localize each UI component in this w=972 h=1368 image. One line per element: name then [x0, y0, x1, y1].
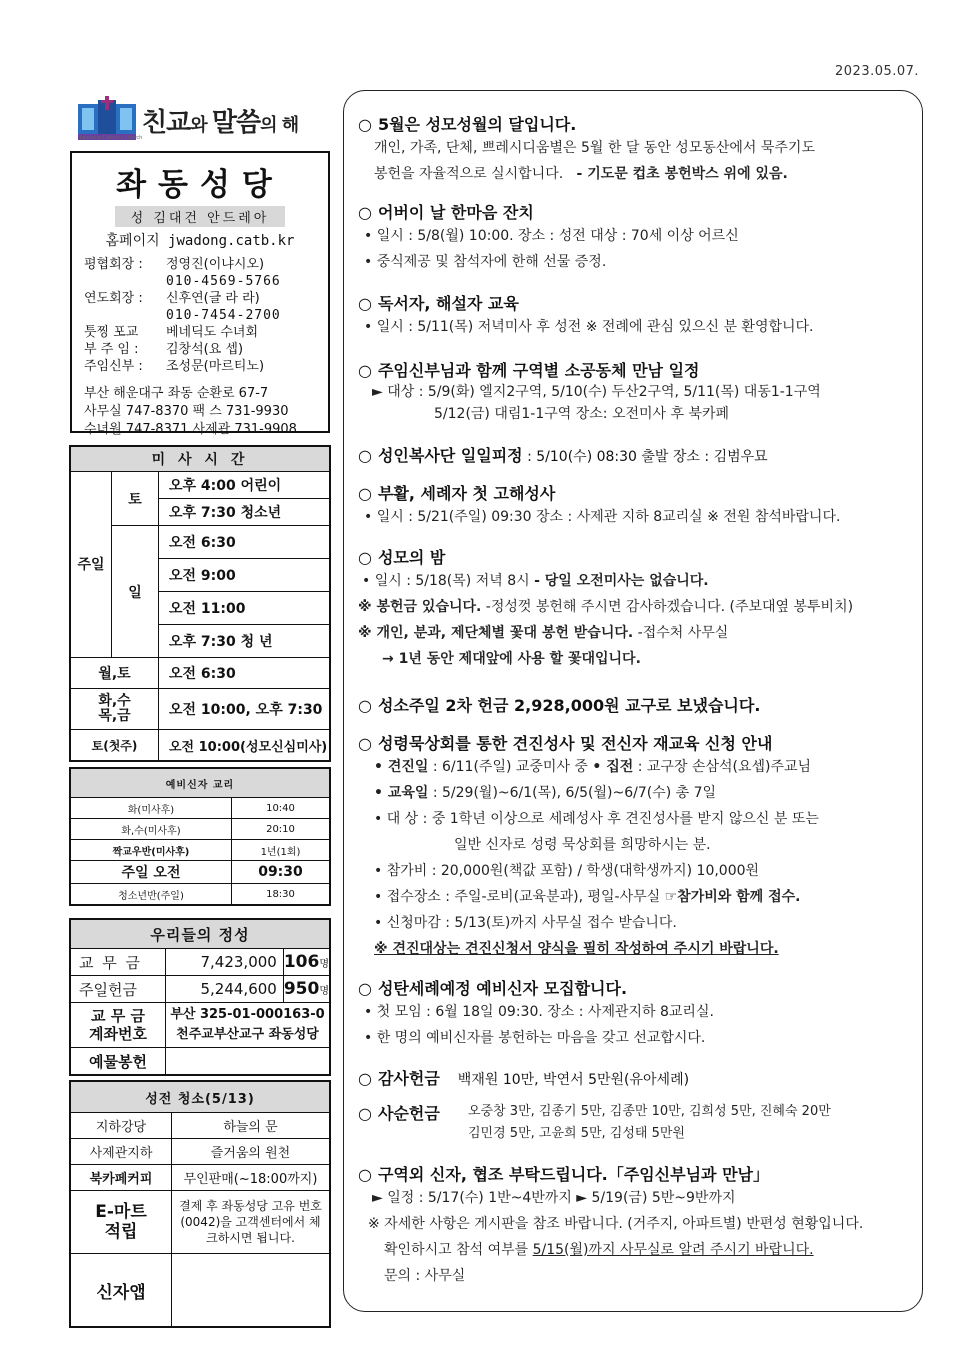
officer-row: 툿찡 포교 베네딕도 수녀회: [84, 325, 259, 340]
notice-parents-day: ○ 어버이 날 한마음 잔치 • 일시 : 5/8(월) 10:00. 장소 : 성전 대상 : 70세 이상 어르신 • 중식제공 및 참석자에 한해 선물 증정.: [358, 203, 739, 270]
cleaning-title: 성전 청소(5/13): [70, 1081, 330, 1113]
offering-amount: 7,423,000: [166, 949, 284, 976]
app-label: 신자앱: [70, 1254, 172, 1328]
offering-table: [69, 918, 331, 1076]
offering-count: 106명: [283, 949, 330, 976]
account-info: [166, 1003, 331, 1048]
notice-lent-offering: ○ 사순헌금 오중창 3만, 김종기 5만, 김종만 10만, 김희성 5만, 진혜숙 20만 김민경 5만, 고윤희 5만, 김성태 5만원: [358, 1104, 831, 1141]
class-name: 화,수(미사후): [70, 819, 232, 840]
convent-phone: 수녀원 747-8371 사제관 731-9908: [84, 422, 297, 437]
logo-subtitle: Jwadong Catholic Church: [80, 135, 143, 141]
weekday-time: 오전 10:00(성모신심미사): [159, 730, 331, 762]
sunday-day-label: 일: [112, 526, 159, 658]
notice-lector-training: ○ 독서자, 해설자 교육 • 일시 : 5/11(목) 저녁미사 후 성전 ※ 전례에 관심 있으신 분 환영합니다.: [358, 294, 814, 335]
weekday-label: 화,수 목,금: [70, 689, 159, 730]
offering-count: 950명: [283, 976, 330, 1003]
notice-may-month: ○ 5월은 성모성월의 달입니다. 개인, 가족, 단체, 쁘레시디움별은 5월 한 달 동안 성모동산에서 묵주기도 봉헌을 자율적으로 실시합니다. - 기도문 컵초 봉헌박스 위에 있음.: [358, 115, 815, 182]
weekday-label: 월,토: [70, 658, 159, 689]
emart-label: E-마트 적립: [70, 1191, 172, 1254]
area-name: 북카페커피: [70, 1165, 172, 1191]
area-team: 즐거움의 원천: [172, 1139, 331, 1165]
weekday-time: 오전 10:00, 오후 7:30: [159, 689, 331, 730]
church-name: 좌동성당: [116, 167, 284, 203]
sunday-label: 주일: [70, 472, 112, 658]
saturday-label: 토: [112, 472, 159, 526]
notice-community-meeting: ○ 주임신부님과 함께 구역별 소공동체 만남 일정 ► 대상 : 5/9(화) 엘지2구역, 5/10(수) 두산2구역, 5/11(목) 대동1-1구역 5/12(금) 대림1-1구역 장소: 오전미사 후 북카페: [358, 361, 821, 422]
officer-row: 부 주 임 : 김창석(요 셉): [84, 342, 244, 357]
class-time: 10:40: [232, 798, 331, 819]
notice-thanks-offering: ○ 감사헌금 백재원 10만, 박연서 5만원(유아세례): [358, 1069, 690, 1088]
mass-time: 오전 11:00: [159, 592, 331, 625]
church-info-box: [70, 151, 330, 437]
office-phone: 사무실 747-8370 팩 스 731-9930: [84, 404, 289, 419]
church-address: 부산 해운대구 좌동 순환로 67-7: [84, 386, 269, 401]
class-name: 주일 오전: [70, 861, 232, 884]
catechumen-table: [69, 767, 331, 906]
class-time: 1년(1회): [232, 840, 331, 861]
class-name: 청소년반(주일): [70, 884, 232, 906]
notice-out-of-district: ○ 구역외 신자, 협조 부탁드립니다.「주임신부님과 만남」 ► 일정 : 5/17(수) 1반~4반까지 ► 5/19(금) 5반~9반까지 ※ 자세한 사항은 게시판을 참조 바랍니다. (거주지, 아파트별) 반편성 현황입니다. 확인하시고 참석 여부를 5/15(월)까지 사무실로 알려 주시기 바랍니다. 문의 : 사무실: [358, 1165, 864, 1284]
bulletin-date: 2023.05.07.: [835, 64, 920, 79]
area-team: 하늘의 문: [172, 1113, 331, 1139]
weekday-label: 토(첫주): [70, 730, 159, 762]
account-holder: 천주교부산교구 좌동성당: [176, 1027, 319, 1042]
notice-christmas-baptism: ○ 성탄세례예정 예비신자 모집합니다. • 첫 모임 : 6월 18일 09:30. 장소 : 사제관지하 8교리실. • 한 명의 예비신자를 봉헌하는 마음을 갖고 선교합시다.: [358, 979, 714, 1046]
mass-schedule-title: 미 사 시 간: [70, 446, 330, 472]
gift-label: 예물봉헌: [70, 1048, 166, 1076]
class-name: 짝교우반(미사후): [70, 840, 232, 861]
weekday-time: 오전 6:30: [159, 658, 331, 689]
area-team: 무인판매(~18:00까지): [172, 1165, 331, 1191]
year-theme-title: 친교와 말씀의 해: [142, 108, 299, 138]
notice-first-confession: ○ 부활, 세례자 첫 고해성사 • 일시 : 5/21(주일) 09:30 장소 : 사제관 지하 8교리실 ※ 전원 참석바랍니다.: [358, 484, 841, 525]
class-time: 20:10: [232, 819, 331, 840]
mass-time: 오후 7:30 청 년: [159, 625, 331, 658]
offering-label: 주일헌금: [70, 976, 166, 1003]
mass-time: 오전 6:30: [159, 526, 331, 559]
officers-list: [84, 256, 328, 375]
offering-label: 교 무 금: [70, 949, 166, 976]
church-logo-icon: [78, 96, 136, 140]
offering-amount: 5,244,600: [166, 976, 284, 1003]
area-name: 사제관지하: [70, 1139, 172, 1165]
area-name: 지하강당: [70, 1113, 172, 1139]
offering-title: 우리들의 정성: [70, 919, 330, 949]
mass-time: 오후 7:30 청소년: [159, 499, 331, 526]
class-time: 09:30: [232, 861, 331, 884]
officer-row: 연도회장 : 신후연(글 라 라): [84, 291, 260, 306]
catechumen-title: 예비신자 교리: [70, 768, 330, 798]
class-name: 화(미사후): [70, 798, 232, 819]
church-contacts: [84, 385, 328, 439]
bulletin-logo: [78, 96, 328, 144]
emart-text: 결제 후 좌동성당 고유 번호(0042)을 고객센터에서 체크하시면 됩니다.: [172, 1191, 331, 1254]
notice-vocation-sunday: ○ 성소주일 2차 헌금 2,928,000원 교구로 보냈습니다.: [358, 696, 761, 715]
officer-row: 010-4569-5766: [166, 274, 281, 289]
notice-altar-servers: ○ 성인복사단 일일피정 : 5/10(수) 08:30 출발 장소 : 김범우묘: [358, 446, 768, 465]
mass-schedule-table: [69, 445, 331, 762]
mass-time: 오전 9:00: [159, 559, 331, 592]
class-time: 18:30: [232, 884, 331, 906]
account-label: 교 무 금 계좌번호: [70, 1003, 166, 1048]
notice-confirmation: ○ 성령묵상회를 통한 견진성사 및 전신자 재교육 신청 안내 • 견진일 : 6/11(주일) 교중미사 중 • 집전 : 교구장 손삼석(요셉)주교님 • 교육일 : 5/29(월)~6/1(목), 6/5(월)~6/7(수) 총 7일 • 대 상 : 중 1학년 이상으로 세례성사 후 견진성사를 받지 않으신 분 또는 일반 신자로 성령 묵상회를 희망하시는 분. • 참가비 : 20,000원(책값 포함) / 학생(대학생까지) 10,000원 • 접수장소 : 주일-로비(교육분과), 평일-사무실 ☞참가비와 함께 접수. • 신청마감 : 5/13(토)까지 사무실 접수 받습니다. ※ 견진대상는 견진신청서 양식을 필히 작성하여 주시기 바랍니다.: [358, 734, 819, 957]
officer-row: 010-7454-2700: [166, 308, 281, 323]
account-number: 부산 325-01-000163-0: [170, 1007, 325, 1022]
notice-mary-night: ○ 성모의 밤 • 일시 : 5/18(목) 저녁 8시 - 당일 오전미사는 없습니다. ※ 봉헌금 있습니다. -정성껏 봉헌해 주시면 감사하겠습니다. (주보대옆 봉투비치) ※ 개인, 분과, 제단체별 꽃대 봉헌 받습니다. -접수처 사무실 → 1년 동안 제대앞에 사용 할 꽃대입니다.: [358, 548, 854, 667]
mass-time: 오후 4:00 어린이: [159, 472, 331, 499]
officer-row: 평협회장 : 정영진(이냐시오): [84, 257, 265, 272]
church-patron: 성 김대건 안드레아: [115, 206, 285, 227]
church-homepage: 홈페이지 jwadong.catb.kr: [105, 233, 295, 249]
cleaning-table: [69, 1080, 331, 1328]
officer-row: 주임신부 : 조성문(마르티노): [84, 359, 265, 374]
